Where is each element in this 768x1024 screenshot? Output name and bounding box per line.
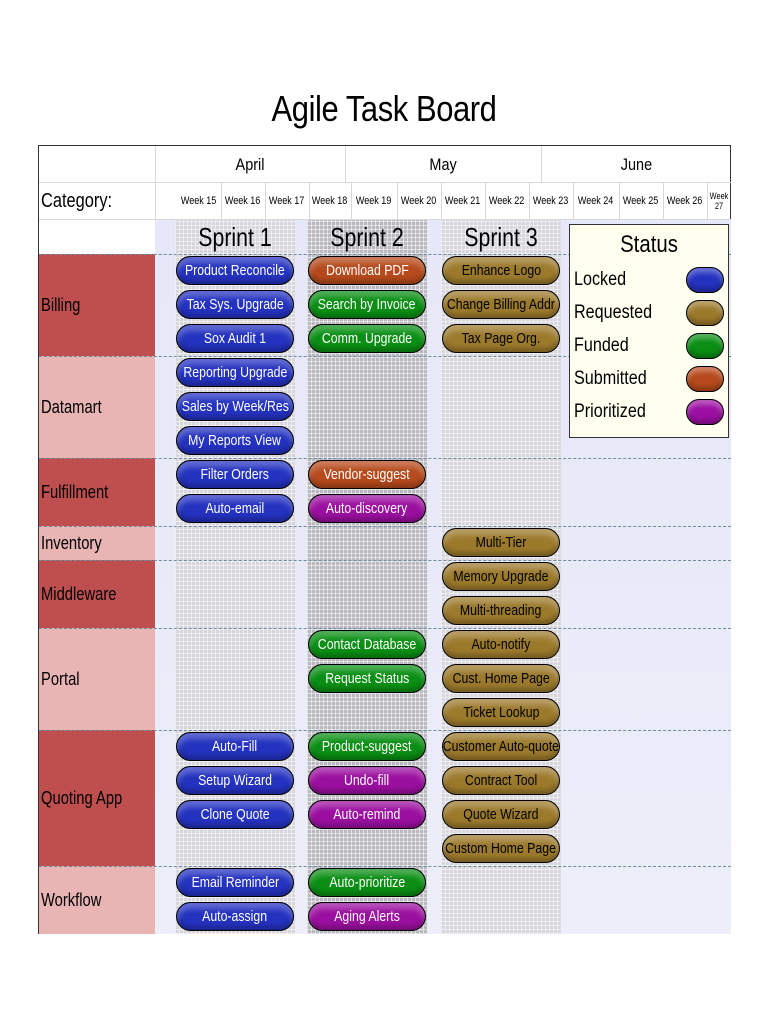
legend-swatch [686, 300, 724, 326]
task-label: Search by Invoice [318, 296, 416, 313]
sprint-title: Sprint 2 [330, 222, 404, 252]
task-card[interactable] [442, 528, 560, 557]
category-label: Inventory [41, 532, 102, 553]
task-card[interactable] [176, 324, 294, 353]
task-card[interactable] [442, 630, 560, 659]
category-header: Category: [41, 189, 113, 212]
legend-swatch [686, 333, 724, 359]
task-card[interactable] [442, 766, 560, 795]
sprint-title: Sprint 1 [198, 222, 272, 252]
task-label: Request Status [324, 670, 410, 687]
task-label: Contract Tool [464, 772, 538, 789]
task-card[interactable] [308, 800, 426, 829]
task-card[interactable] [442, 256, 560, 285]
legend-swatch [686, 366, 724, 392]
legend-item-funded [574, 333, 726, 361]
task-label: Sales by Week/Res [181, 398, 289, 415]
row-separator [39, 560, 731, 561]
task-card[interactable] [442, 664, 560, 693]
week-header [351, 183, 397, 219]
week-header [265, 183, 309, 219]
task-label: Multi-Tier [475, 534, 527, 551]
task-label: My Reports View [188, 432, 282, 449]
task-label: Auto-discovery [326, 500, 408, 517]
task-label: Enhance Logo [461, 262, 541, 279]
week-header [441, 183, 485, 219]
task-label: Auto-assign [202, 908, 268, 925]
task-label: Product-suggest [322, 738, 412, 755]
task-label: Product Reconcile [185, 262, 285, 279]
row-separator [39, 730, 731, 731]
week-label: Week 26 [667, 195, 703, 207]
category-label: Fulfillment [41, 481, 109, 502]
header-divider [345, 146, 346, 183]
task-card[interactable] [308, 290, 426, 319]
task-card[interactable] [442, 596, 560, 625]
task-label: Vendor-suggest [323, 466, 411, 483]
task-label: Auto-notify [471, 636, 531, 653]
week-header [177, 183, 221, 219]
task-label: Customer Auto-quote [442, 738, 560, 755]
month-header [541, 146, 731, 183]
task-label: Auto-remind [333, 806, 401, 823]
header-divider [221, 183, 222, 219]
task-card[interactable] [308, 732, 426, 761]
task-label: Quote Wizard [463, 806, 539, 823]
week-label: Week 18 [312, 195, 348, 207]
header-divider [707, 183, 708, 219]
task-label: Auto-email [205, 500, 265, 517]
task-card[interactable] [176, 426, 294, 455]
task-label: Comm. Upgrade [321, 330, 413, 347]
task-card[interactable] [308, 460, 426, 489]
month-header [155, 146, 345, 183]
task-label: Aging Alerts [334, 908, 400, 925]
week-label: Week 24 [578, 195, 614, 207]
week-header [707, 183, 731, 219]
legend-item-locked [574, 267, 726, 295]
legend-label: Locked [574, 269, 627, 290]
category-fulfillment [39, 458, 155, 526]
legend-item-submitted [574, 366, 726, 394]
status-legend [569, 224, 729, 438]
week-label: Week 15 [181, 195, 217, 207]
task-card[interactable] [176, 868, 294, 897]
task-card[interactable] [308, 664, 426, 693]
task-card[interactable] [176, 256, 294, 285]
week-header [619, 183, 663, 219]
task-card[interactable] [442, 834, 560, 863]
category-label: Middleware [41, 583, 117, 604]
task-card[interactable] [442, 698, 560, 727]
task-card[interactable] [176, 732, 294, 761]
task-label: Filter Orders [200, 466, 270, 483]
task-card[interactable] [442, 290, 560, 319]
legend-label: Funded [574, 335, 629, 356]
task-label: Ticket Lookup [462, 704, 540, 721]
header-divider [573, 183, 574, 219]
week-label: Week 20 [401, 195, 437, 207]
task-label: Setup Wizard [198, 772, 272, 789]
header-divider [155, 146, 156, 219]
task-label: Sox Audit 1 [203, 330, 267, 347]
task-board [38, 145, 731, 934]
category-middleware [39, 560, 155, 628]
legend-swatch [686, 267, 724, 293]
task-card[interactable] [442, 732, 560, 761]
week-label: Week 17 [269, 195, 305, 207]
category-workflow [39, 866, 155, 934]
week-label: Week 19 [356, 195, 392, 207]
header-divider [619, 183, 620, 219]
month-label: April [235, 154, 265, 174]
legend-label: Submitted [574, 368, 647, 389]
week-label: Week 27 [709, 191, 729, 211]
task-card[interactable] [308, 630, 426, 659]
week-header [529, 183, 573, 219]
task-card[interactable] [176, 392, 294, 421]
task-card[interactable] [308, 494, 426, 523]
task-label: Clone Quote [200, 806, 270, 823]
legend-item-requested [574, 300, 726, 328]
header-divider [39, 182, 731, 183]
task-card[interactable] [308, 324, 426, 353]
week-label: Week 23 [533, 195, 569, 207]
task-label: Change Billing Addr [446, 296, 556, 313]
task-card[interactable] [308, 256, 426, 285]
row-separator [39, 526, 731, 527]
month-label: May [429, 154, 457, 174]
category-datamart [39, 356, 155, 458]
task-label: Memory Upgrade [453, 568, 549, 585]
task-label: Email Reminder [191, 874, 279, 891]
task-card[interactable] [176, 800, 294, 829]
month-header [345, 146, 541, 183]
legend-swatch [686, 399, 724, 425]
row-separator [39, 866, 731, 867]
task-card[interactable] [176, 494, 294, 523]
task-card[interactable] [442, 800, 560, 829]
task-label: Auto-prioritize [329, 874, 405, 891]
task-label: Download PDF [325, 262, 409, 279]
task-card[interactable] [442, 562, 560, 591]
header-divider [529, 183, 530, 219]
task-card[interactable] [176, 358, 294, 387]
week-header [397, 183, 441, 219]
task-card[interactable] [308, 868, 426, 897]
task-card[interactable] [176, 902, 294, 931]
page-title: Agile Task Board [271, 88, 497, 129]
category-billing [39, 254, 155, 356]
category-label: Portal [41, 668, 80, 689]
category-label: Datamart [41, 396, 102, 417]
category-portal [39, 628, 155, 730]
header-divider [541, 146, 542, 183]
task-card[interactable] [176, 766, 294, 795]
category-label: Quoting App [41, 787, 123, 808]
task-label: Tax Page Org. [461, 330, 541, 347]
task-label: Custom Home Page [445, 840, 557, 857]
sprint-title: Sprint 3 [464, 222, 538, 252]
week-label: Week 25 [623, 195, 659, 207]
week-header [221, 183, 265, 219]
legend-item-prioritized [574, 399, 726, 427]
week-header [485, 183, 529, 219]
week-label: Week 22 [489, 195, 525, 207]
task-card[interactable] [442, 324, 560, 353]
header-divider [441, 183, 442, 219]
category-quoting-app [39, 730, 155, 866]
task-card[interactable] [308, 766, 426, 795]
category-label: Workflow [41, 889, 102, 910]
legend-label: Requested [574, 302, 653, 323]
row-separator [39, 628, 731, 629]
week-header [573, 183, 619, 219]
header-divider [397, 183, 398, 219]
task-card[interactable] [176, 290, 294, 319]
week-header [309, 183, 351, 219]
task-card[interactable] [308, 902, 426, 931]
category-inventory [39, 526, 155, 560]
week-header [663, 183, 707, 219]
header-divider [309, 183, 310, 219]
task-label: Multi-threading [460, 602, 542, 619]
task-label: Reporting Upgrade [183, 364, 287, 381]
task-card[interactable] [176, 460, 294, 489]
header-divider [663, 183, 664, 219]
legend-label: Prioritized [574, 401, 646, 422]
row-separator [39, 458, 731, 459]
week-label: Week 16 [225, 195, 261, 207]
week-label: Week 21 [445, 195, 481, 207]
task-label: Tax Sys. Upgrade [186, 296, 284, 313]
month-label: June [620, 154, 652, 174]
task-label: Auto-Fill [212, 738, 258, 755]
header-divider [265, 183, 266, 219]
header-divider [351, 183, 352, 219]
category-label: Billing [41, 294, 81, 315]
legend-title: Status [620, 231, 678, 258]
task-label: Cust. Home Page [452, 670, 550, 687]
task-label: Undo-fill [344, 772, 390, 789]
header-divider [485, 183, 486, 219]
task-label: Contact Database [317, 636, 417, 653]
